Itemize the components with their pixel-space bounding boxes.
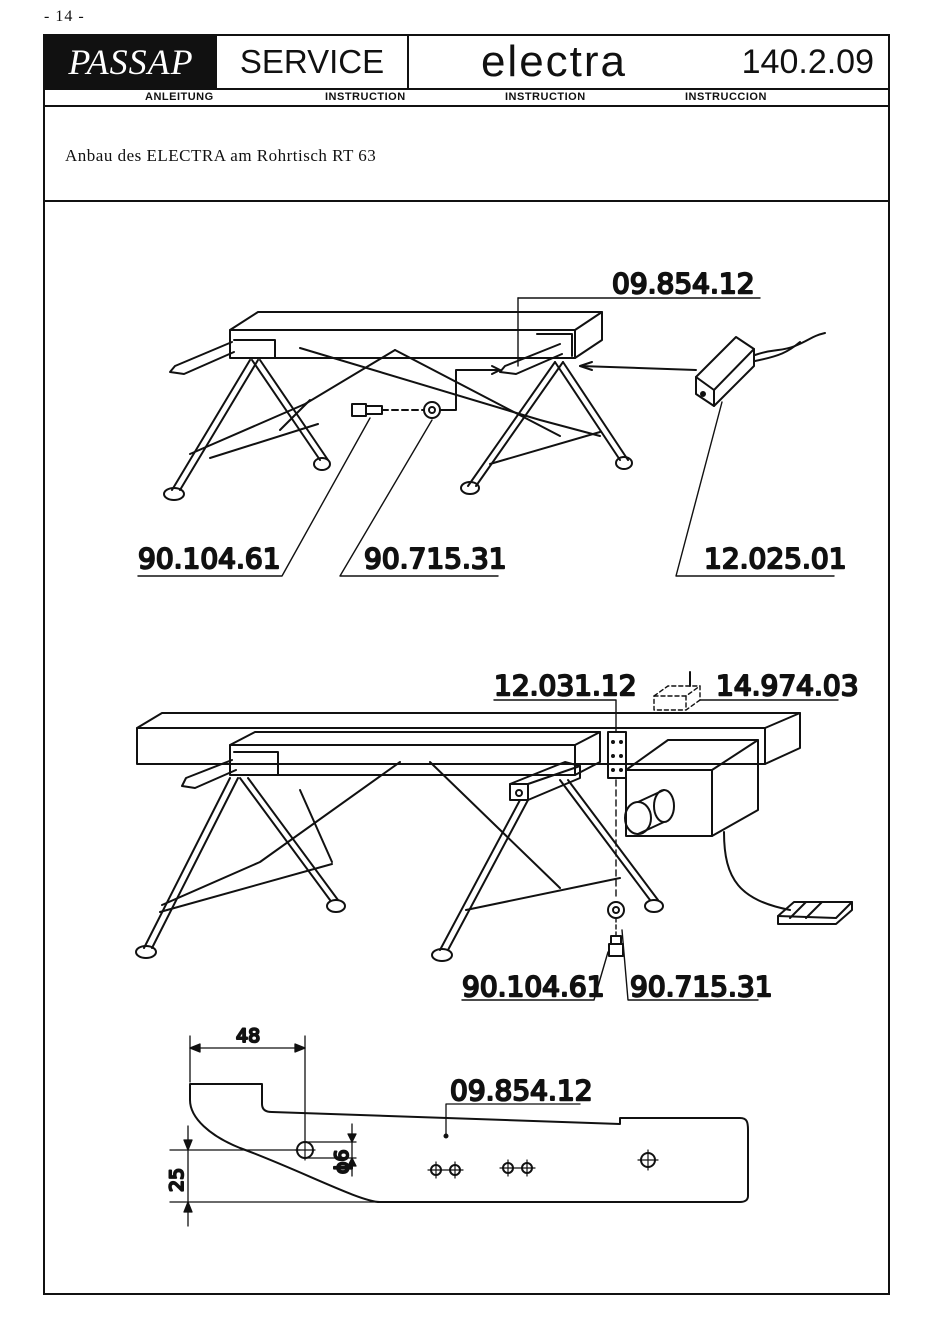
lang-french: INSTRUCTION (505, 91, 586, 103)
section-subtitle: Anbau des ELECTRA am Rohrtisch RT 63 (65, 146, 377, 165)
brand-logo: PASSAP (45, 36, 217, 88)
service-label: SERVICE (217, 36, 409, 88)
label-screw-2: 90.104.61 (462, 970, 605, 1003)
figure1-table (164, 312, 632, 500)
label-switch: 14.974.03 (716, 669, 859, 702)
label-plate: 12.031.12 (494, 669, 637, 702)
label-washer-2: 90.715.31 (630, 970, 773, 1003)
label-bracket-detail: 09.854.12 (450, 1074, 593, 1107)
dimension-height: 25 (166, 1167, 188, 1192)
label-washer-1: 90.715.31 (364, 542, 507, 575)
figure3-dimensions (170, 1036, 580, 1226)
lang-english: INSTRUCTION (325, 91, 406, 103)
figure1-screw-washer (352, 366, 500, 418)
figure2-switch (654, 686, 700, 710)
figure2-motor-box (625, 740, 852, 924)
figure2-plate (608, 732, 626, 778)
page-number: - 14 - (44, 8, 85, 25)
label-screw-1: 90.104.61 (138, 542, 281, 575)
figure1-arrow (580, 366, 696, 370)
label-bracket: 09.854.12 (612, 267, 755, 300)
lang-spanish: INSTRUCCION (685, 91, 767, 103)
dimension-width: 48 (236, 1025, 261, 1047)
figure1-motor (696, 333, 825, 406)
lang-german: ANLEITUNG (145, 91, 214, 103)
product-name: electra (480, 37, 628, 86)
label-motor: 12.025.01 (704, 542, 847, 575)
dimension-hole: ϕ6 (331, 1149, 353, 1174)
document-code: 140.2.09 (741, 42, 874, 81)
